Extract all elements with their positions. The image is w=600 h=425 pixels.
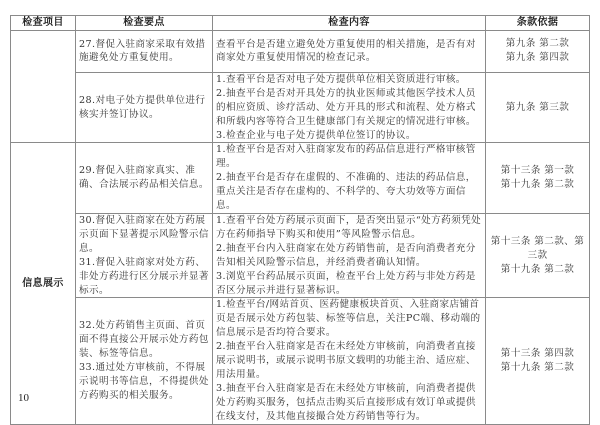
point-text: 30.督促入驻商家在处方药展示页面下显著提示风险警示信息。 bbox=[79, 214, 209, 254]
table-row bbox=[11, 143, 590, 214]
inspection-points-cell bbox=[76, 213, 213, 297]
inspection-table bbox=[10, 15, 590, 425]
clause-text: 第十三条 第二款、第三款 bbox=[490, 235, 585, 261]
point-text: 31.督促入驻商家对处方药、非处方药进行区分展示并显著标示。 bbox=[79, 256, 209, 296]
content-text: 3.检查企业与电子处方提供单位签订的协议。 bbox=[216, 129, 416, 141]
content-text: 1.查看平台是否对电子处方提供单位相关资质进行审核。 bbox=[216, 73, 466, 85]
clause-basis-cell bbox=[486, 143, 590, 214]
page-number: 10 bbox=[18, 392, 29, 404]
clause-text: 第十九条 第二款 bbox=[500, 263, 575, 275]
clause-basis-cell bbox=[486, 72, 590, 143]
content-text: 1.查看平台处方药展示页面下，是否突出显示“处方药须凭处方在药师指导下购买和使用”等风险警示信息。 bbox=[216, 214, 482, 240]
clause-text: 第九条 第二款 bbox=[505, 38, 570, 50]
clause-basis-cell bbox=[486, 213, 590, 297]
table-header-row bbox=[11, 16, 590, 31]
table-row bbox=[11, 72, 590, 143]
inspection-content-cell bbox=[213, 72, 486, 143]
content-text: 1.检查平台是否对入驻商家发布的药品信息进行严格审核管理。 bbox=[216, 144, 476, 170]
content-text: 3.浏览平台药品展示页面，检查平台上处方药与非处方药是否区分展示并进行显著标识。 bbox=[216, 270, 476, 296]
point-text: 27.督促入驻商家采取有效措施避免处方重复使用。 bbox=[79, 38, 206, 64]
table-row bbox=[11, 298, 590, 424]
inspection-points-cell bbox=[76, 30, 213, 72]
point-text: 28.对电子处方提供单位进行核实并签订协议。 bbox=[79, 94, 206, 120]
point-text: 33.通过处方审核前，不得展示说明书等信息，不得提供处方药购买的相关服务。 bbox=[79, 361, 209, 401]
table-row bbox=[11, 213, 590, 297]
header-inspection-content: 检查内容 bbox=[213, 16, 486, 31]
clause-text: 第十九条 第二款 bbox=[500, 179, 575, 191]
point-text: 32.处方药销售主页面、首页面不得直接公开展示处方药包装、标签等信息。 bbox=[79, 320, 209, 360]
inspection-content-cell bbox=[213, 143, 486, 214]
clause-basis-cell bbox=[486, 298, 590, 424]
content-text: 3.抽查平台入驻商家是否在未经处方审核前，向消费者提供处方药购买服务，包括点击购买后直接形成有效订单或提供在线支付，及其他直接撮合处方药销售等行为。 bbox=[216, 382, 476, 422]
content-text: 1.检查平台/网站首页、医药健康板块首页、入驻商家店铺首页是否展示处方药包装、标签等信息，关注PC端、移动端的信息展示是否均符合要求。 bbox=[216, 299, 481, 339]
clause-text: 第九条 第三款 bbox=[505, 101, 570, 113]
inspection-item-cell bbox=[11, 30, 76, 143]
inspection-content-cell bbox=[213, 298, 486, 424]
inspection-item-cell: 信息展示 bbox=[11, 143, 76, 424]
clause-text: 第九条 第四款 bbox=[505, 52, 570, 64]
inspection-points-cell bbox=[76, 72, 213, 143]
content-text: 查看平台是否建立避免处方重复使用的相关措施，是否有对商家处方重复使用情况的检查记录。 bbox=[216, 38, 476, 64]
header-clause-basis: 条款依据 bbox=[486, 16, 590, 31]
content-text: 2.抽查平台入驻商家是否在未经处方审核前，向消费者直接展示说明书，或展示说明书原文载明的功能主治、适应症、用法用量。 bbox=[216, 341, 476, 380]
clause-basis-cell bbox=[486, 30, 590, 72]
clause-text: 第十三条 第四款 bbox=[500, 347, 575, 359]
inspection-points-cell bbox=[76, 298, 213, 424]
point-text: 29.督促入驻商家真实、准确、合法展示药品相关信息。 bbox=[79, 165, 209, 191]
table-row bbox=[11, 30, 590, 72]
clause-text: 第十九条 第二款 bbox=[500, 361, 575, 373]
content-text: 2.抽查平台是否对开具处方的执业医师或其他医学技术人员的相应资质、诊疗活动、处方开具的形式和流程、处方格式和所载内容等符合卫生健康部门有关规定的情况进行审核。 bbox=[216, 87, 476, 127]
content-text: 2.抽查平台内入驻商家在处方药销售前，是否向消费者充分告知相关风险警示信息，并经消费者确认知情。 bbox=[216, 242, 476, 268]
clause-text: 第十三条 第一款 bbox=[500, 165, 575, 177]
header-inspection-points: 检查要点 bbox=[76, 16, 213, 31]
inspection-content-cell bbox=[213, 213, 486, 297]
inspection-content-cell bbox=[213, 30, 486, 72]
content-text: 2.抽查平台是否存在虚假的、不准确的、违法的药品信息，重点关注是否存在虚构的、不科学的、夸大功效等方面信息。 bbox=[216, 172, 476, 212]
header-inspection-item: 检查项目 bbox=[11, 16, 76, 31]
inspection-points-cell bbox=[76, 143, 213, 214]
